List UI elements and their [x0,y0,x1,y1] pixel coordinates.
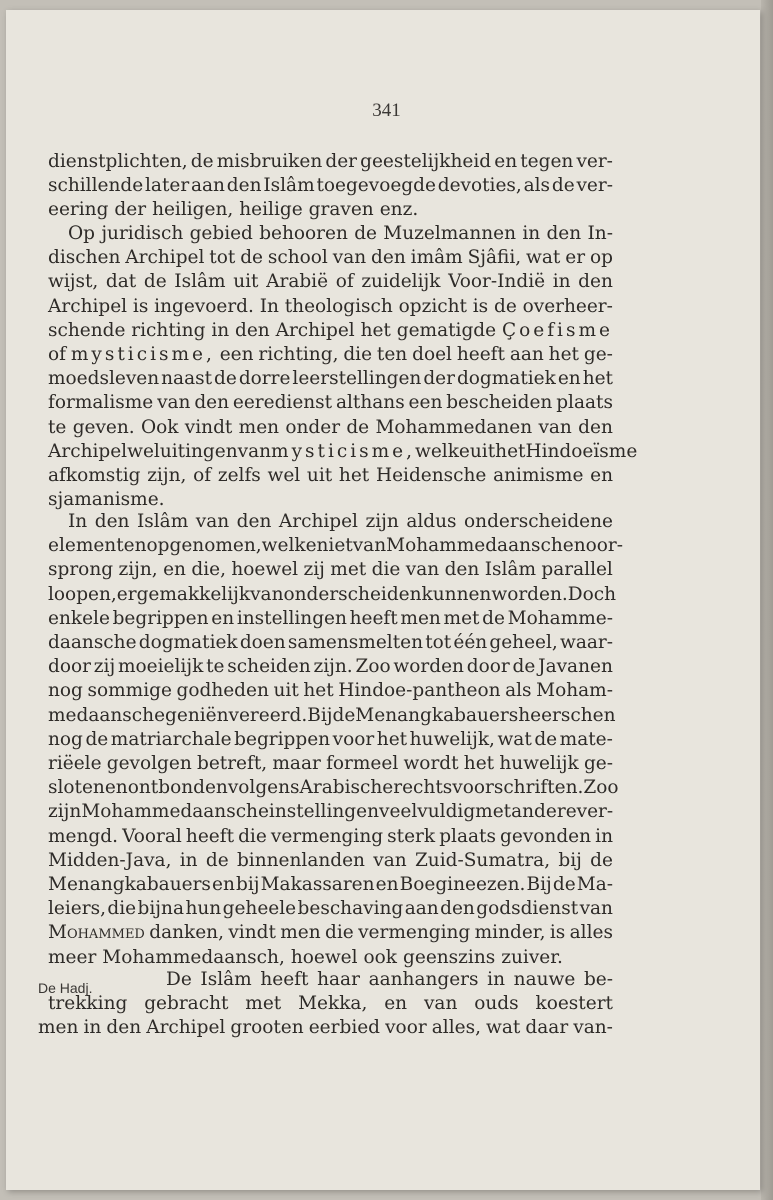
text-line: meer Mohammedaansch, hoewel ook geenszins zuiver. [48,946,563,968]
text-line: schillende later aan den Islâm toegevoegde devoties, als de ver- [48,175,613,197]
text-line: Midden-Java, in de binnenlanden van Zuid-Sumatra, bij de [48,849,613,871]
text-line: leiers, die bijna hun geheele beschaving aan den godsdienst van [48,898,613,920]
text-line: zijn Mohammedaansche instellingen veelvuldig met andere ver- [48,801,614,823]
text-line: door zij moeielijk te scheiden zijn. Zoo worden door de Javanen [48,656,613,678]
text-line: schende richting in den Archipel het gematigde Çoefisme [48,319,613,341]
text-line: sprong zijn, en die, hoewel zij met die van den Islâm parallel [48,559,613,581]
margin-note: De Hadj. [38,980,93,996]
page-edge-shadow [761,0,773,1200]
text-line: formalisme van den eeredienst althans een bescheiden plaats [48,392,613,414]
text-line: riëele gevolgen betreft, maar formeel wordt het huwelijk ge- [48,753,613,774]
text-line: dischen Archipel tot de school van den imâm Sjâfii, wat er op [48,247,613,269]
text-line: elementen opgenomen, welke niet van Mohammedaanschen oor- [48,535,624,557]
text-line: daansche dogmatiek doen samensmelten tot één geheel, waar- [48,632,613,653]
text-line: Mohammed danken, vindt men die vermenging minder, is alles [48,922,613,944]
text-line: wijst, dat de Islâm uit Arabië of zuidelijk Voor-Indië in den [48,271,613,293]
text-line: De Islâm heeft haar aanhangers in nauwe be- [166,969,613,990]
text-line: nog de matriarchale begrippen voor het huwelijk, wat de mate- [48,728,613,750]
page-number: 341 [372,100,401,121]
text-line: trekking gebracht met Mekka, en van ouds koestert [48,993,613,1015]
text-line: sjamanisme. [48,489,165,511]
text-line: afkomstig zijn, of zelfs wel uit het Heidensche animisme en [48,465,613,486]
text-line: eering der heiligen, heilige graven enz. [48,199,419,221]
text-line: of mysticisme, een richting, die ten doel heeft aan het ge- [48,344,613,365]
text-line: te geven. Ook vindt men onder de Mohammedanen van den [48,416,613,438]
text-line: moedsleven naast de dorre leerstellingen der dogmatiek en het [48,368,613,390]
text-line: nog sommige godheden uit het Hindoe-pantheon als Moham- [48,680,613,702]
text-line: Archipel wel uitingen van mysticisme, welke uit het Hindoeïsme [48,440,638,462]
text-line: medaansche geniën vereerd. Bij de Menangkabauers heerschen [48,704,616,726]
text-line: enkele begrippen en instellingen heeft men met de Mohamme- [48,607,613,629]
text-line: Archipel is ingevoerd. In theologisch opzicht is de overheer- [48,295,613,317]
text-line: In den Islâm van den Archipel zijn aldus onderscheidene [68,511,613,532]
text-line: men in den Archipel grooten eerbied voor alles, wat daar van- [38,1017,613,1039]
text-line: loopen, er gemakkelijk van onderscheiden kunnen worden. Doch [48,583,617,605]
text-line: Op juridisch gebied behooren de Muzelmannen in den In- [68,223,613,244]
text-line: Menangkabauers en bij Makassaren en Boegineezen. Bij de Ma- [48,874,613,895]
text-line: sloten en ontbonden volgens Arabische rechtsvoorschriften. Zoo [48,777,619,799]
text-line: mengd. Vooral heeft die vermenging sterk plaats gevonden in [48,825,613,847]
text-line: dienstplichten, de misbruiken der geestelijkheid en tegen ver- [48,151,613,172]
